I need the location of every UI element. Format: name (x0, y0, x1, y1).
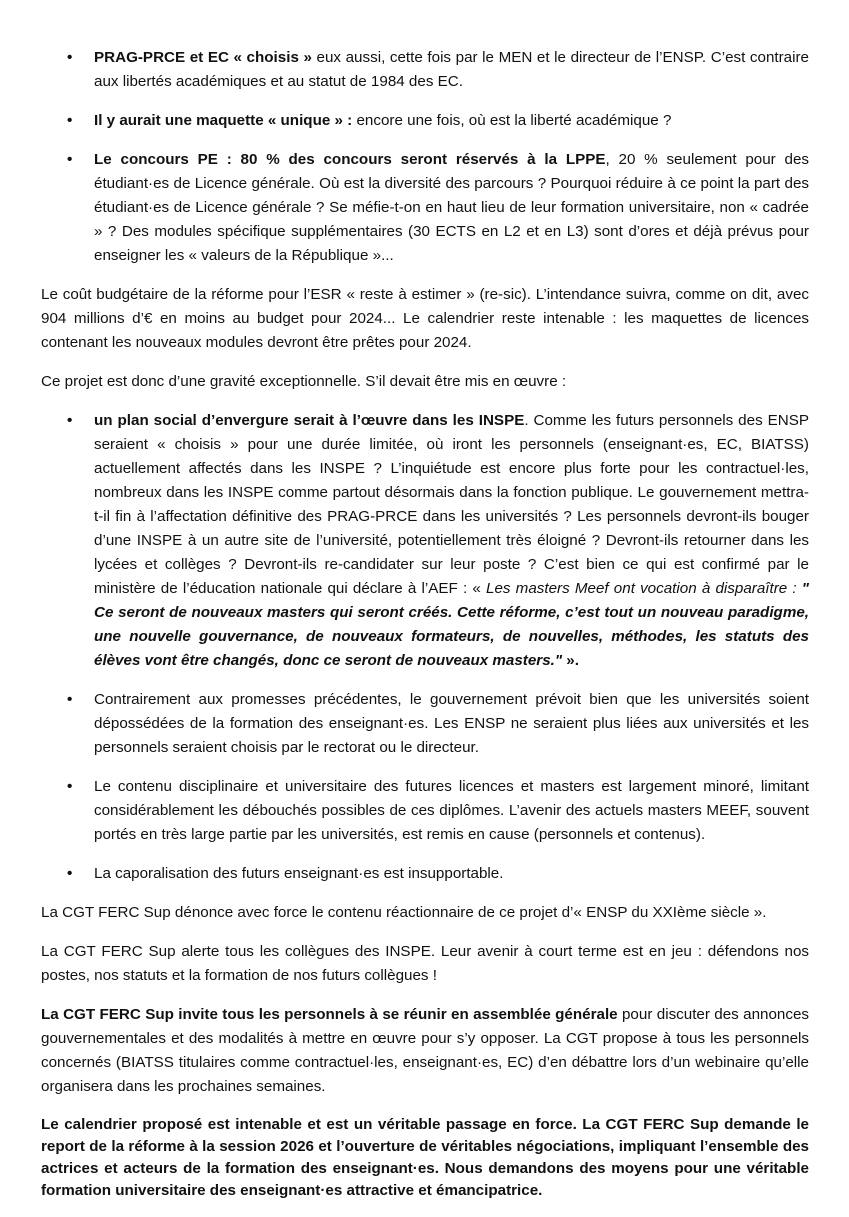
item-text: Le contenu disciplinaire et universitaire des futures licences et masters est largement minoré, limitant considérablement les débouchés possibles de ces diplômes. L’avenir des actuels masters MEEF, souvent portés en très large partie par les universités, est remis en cause (personnels et contenus). (94, 778, 809, 843)
item-bold-lead: Le concours PE : 80 % des concours seront réservés à la LPPE (94, 151, 606, 168)
list-item (41, 109, 809, 133)
bullet-list-measures (41, 46, 809, 268)
paragraph-gravity: Ce projet est donc d’une gravité exceptionnelle. S’il devait être mis en œuvre : (41, 373, 567, 390)
list-item (41, 46, 809, 94)
paragraph-conclusion: Le calendrier proposé est intenable et est un véritable passage en force. La CGT FERC Sup demande le report de la réforme à la session 2026 et l’ouverture de véritables négociations, impliquant l’ensemble des actrices et acteurs de la formation des enseignant·es. Nous demandons des moyens pour une véritable formation universitaire des enseignant·es attractive et émancipatrice. (41, 1116, 809, 1199)
item-text: . Comme les futurs personnels des ENSP seraient « choisis » pour une durée limitée, où iront les personnels (enseignant·es, EC, BIATSS) actuellement affectés dans les INSPE ? L’inquiétude est encore plus forte pour les contractuel·les, nombreux dans les INSPE comme partout désormais dans la fonction publique. Le gouvernement mettra-t-il fin à l’affectation définitive des PRAG-PRCE dans les universités ? Les personnels devront-ils bouger d’une INSPE à un autre site de l’université, potentiellement très éloigné ? Devront-ils retourner dans les lycées et collèges ? Devront-ils re-candidater sur leur poste ? C’est bien ce qui est confirmé par le ministère de l’éducation nationale qui déclare à l’AEF : « (94, 412, 809, 597)
item-bold-lead: Il y aurait une maquette « unique » : (94, 112, 353, 129)
item-text: Contrairement aux promesses précédentes, le gouvernement prévoit bien que les universités soient dépossédées de la formation des enseignant·es. Les ENSP ne seraient plus liées aux universités et les personnels seraient choisis par le rectorat ou le directeur. (94, 691, 809, 756)
bullet-icon: • (67, 865, 73, 882)
item-italic-quote: Les masters Meef ont vocation à disparaître : (486, 580, 797, 597)
bullet-icon: • (67, 691, 73, 708)
list-item (41, 409, 809, 673)
bullet-icon: • (67, 112, 73, 129)
bullet-list-consequences (41, 409, 809, 886)
list-item (41, 775, 809, 847)
list-item (41, 688, 809, 760)
paragraph-invite (41, 1003, 809, 1099)
item-bold-lead: un plan social d’envergure serait à l’œuvre dans les INSPE (94, 412, 525, 429)
bullet-icon: • (67, 412, 73, 429)
invite-text: pour discuter des annonces gouvernementales et des modalités à mettre en œuvre pour s’y opposer. La CGT propose à tous les personnels concernés (BIATSS titulaires comme contractuel·les, enseignant·es, EC) d’en débattre lors d’un webinaire qu’elle organisera dans les prochaines semaines. (41, 1006, 809, 1095)
item-text: encore une fois, où est la liberté académique ? (352, 112, 672, 129)
document-page (41, 46, 809, 1217)
item-quote-end: ». (566, 652, 579, 669)
item-bold-italic-quote: " Ce seront de nouveaux masters qui seront créés. Cette réforme, c’est tout un nouveau paradigme, une nouvelle gouvernance, de nouveaux formateurs, de nouvelles, méthodes, les statuts des élèves vont être changés, donc ce seront de nouveaux masters." (94, 580, 810, 669)
item-text: , 20 % seulement pour des étudiant·es de Licence générale. Où est la diversité des parcours ? Pourquoi réduire à ce point la part des étudiant·es de Licence générale ? Se méfie-t-on en haut lieu de leur formation universitaire, non « cadrée » ? Des modules spécifique supplémentaires (30 ECTS en L2 et en L3) sont d’ores et déjà prévus pour enseigner les « valeurs de la République »... (94, 151, 809, 264)
bullet-icon: • (67, 49, 73, 66)
item-text: La caporalisation des futurs enseignant·es est insupportable. (94, 865, 504, 882)
paragraph-alert: La CGT FERC Sup alerte tous les collègues des INSPE. Leur avenir à court terme est en jeu : défendons nos postes, nos statuts et la formation de nos futurs collègues ! (41, 943, 809, 984)
item-bold-lead: PRAG-PRCE et EC « choisis » (94, 49, 312, 66)
list-item (41, 148, 809, 268)
item-text: eux aussi, cette fois par le MEN et le directeur de l’ENSP. C’est contraire aux libertés académiques et au statut de 1984 des EC. (94, 49, 810, 90)
invite-bold-lead: La CGT FERC Sup invite tous les personnels à se réunir en assemblée générale (41, 1006, 618, 1023)
list-item (41, 862, 809, 886)
bullet-icon: • (67, 151, 73, 168)
paragraph-denounce: La CGT FERC Sup dénonce avec force le contenu réactionnaire de ce projet d’« ENSP du XXIème siècle ». (41, 904, 767, 921)
paragraph-budget-cost: Le coût budgétaire de la réforme pour l’ESR « reste à estimer » (re-sic). L’intendance suivra, comme on dit, avec 904 millions d’€ en moins au budget pour 2024... Le calendrier reste intenable : les maquettes de licences contenant les nouveaux modules devront être prêtes pour 2024. (41, 286, 809, 351)
bullet-icon: • (67, 778, 73, 795)
